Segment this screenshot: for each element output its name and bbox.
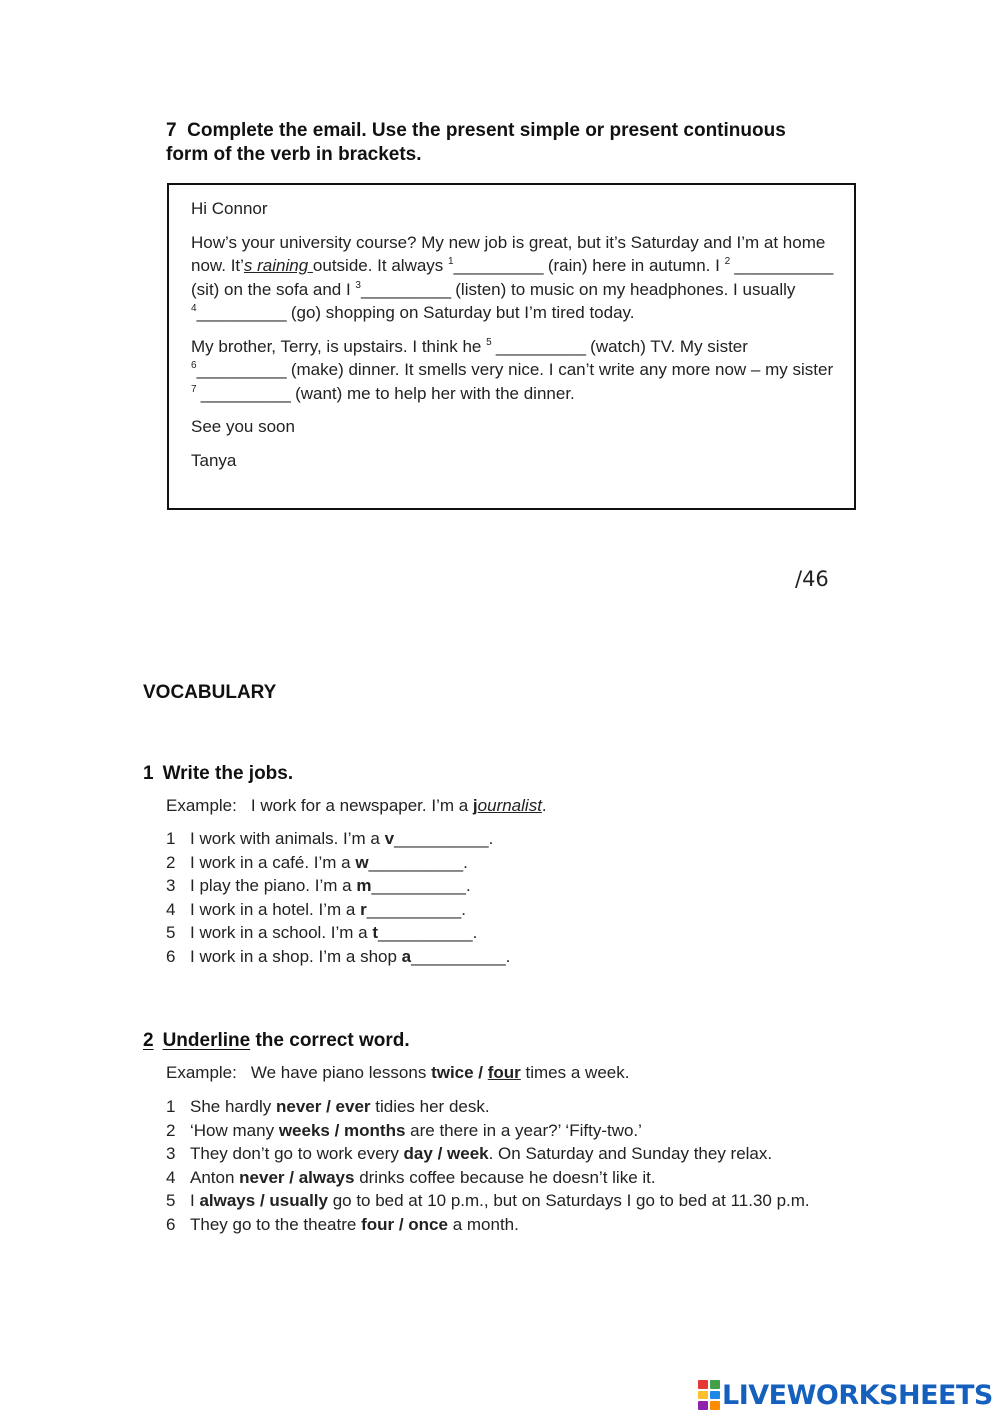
item-number: 4 (166, 899, 176, 919)
answer-blank[interactable]: __________ (394, 829, 489, 848)
item-text: ‘How many (190, 1120, 279, 1140)
item-number: 1 (166, 829, 176, 848)
email-paragraph-1: How’s your university course? My new job is great, but it’s Saturday and I’m at home now. It’s raining outside. It always $^1$__________ (rain) here in autumn. I $^2$ ___________ (sit) on the sofa and I $^3$__________ (listen) to music on my headphones. I usually $^4$__________ (go) shopping on Saturday but I’m tired today. (191, 232, 833, 322)
item-number: 1 (166, 1097, 176, 1116)
item-text: Anton (190, 1167, 240, 1187)
email-paragraph-2: My brother, Terry, is upstairs. I think he $^5$ __________ (watch) TV. My sister $^6$__________ (make) dinner. It smells very nice. I can’t write any more now – my sister $^7$ __________ (want) me to help her with the dinner. (191, 336, 834, 403)
word-options[interactable]: always / usually (199, 1191, 328, 1210)
logo-tile (698, 1380, 708, 1389)
instruction-line-2: form of the verb in brackets. (166, 144, 422, 165)
example-option-2: four (487, 1063, 521, 1082)
gap-number: 2 (724, 256, 731, 267)
exercise-number: 2 (143, 1030, 154, 1051)
exercise-title-underlined: Underline (162, 1030, 251, 1051)
email-box (167, 183, 856, 510)
logo-tile (698, 1401, 708, 1410)
exercise-7-instruction (166, 119, 846, 167)
instruction-line-1: Complete the email. Use the present simple or present continuous (187, 120, 786, 141)
item-end: drinks coffee because he doesn’t like it. (354, 1167, 656, 1187)
logo-tile (710, 1391, 720, 1400)
example-end: times a week. (520, 1063, 630, 1082)
list-item (166, 1189, 846, 1213)
example-answer: ournalist (477, 796, 542, 815)
word-options[interactable]: never / ever (276, 1097, 371, 1116)
logo-tile (698, 1391, 708, 1400)
list-item (166, 874, 846, 898)
item-end: go to bed at 10 p.m., but on Saturdays I go to bed at 11.30 p.m. (327, 1191, 810, 1210)
answer-blank[interactable]: __________ (196, 360, 287, 379)
first-letter: w (355, 852, 369, 872)
word-options[interactable]: never / always (239, 1167, 355, 1187)
item-number: 6 (166, 946, 176, 966)
item-text: They don’t go to work every (190, 1144, 404, 1163)
exercise-1-items (166, 827, 846, 968)
answer-blank[interactable]: __________ (196, 303, 287, 322)
list-item (166, 945, 846, 969)
word-options[interactable]: weeks / months (278, 1120, 406, 1140)
list-item (166, 1142, 846, 1166)
logo-text: LIVEWORKSHEETS (722, 1379, 993, 1411)
item-end: . (461, 899, 466, 919)
answer-blank[interactable]: __________ (371, 876, 466, 895)
gap-number: 6 (191, 360, 197, 371)
item-text: They go to the theatre (190, 1214, 362, 1234)
logo-tile (710, 1401, 720, 1410)
logo-tile (710, 1380, 720, 1389)
answer-blank[interactable]: __________ (411, 946, 506, 966)
list-item (166, 1166, 846, 1190)
gap-number: 1 (448, 256, 454, 267)
example-label: Example: (166, 796, 237, 815)
example-letter: j (472, 796, 478, 815)
answer-blank[interactable]: __________ (360, 279, 451, 299)
gap-number: 4 (191, 303, 197, 314)
list-item (166, 1119, 846, 1143)
word-options[interactable]: day / week (403, 1144, 489, 1163)
first-letter: r (360, 899, 367, 919)
item-text: I (190, 1191, 200, 1210)
item-text: I work in a school. I’m a (190, 923, 373, 942)
list-item (166, 851, 846, 875)
exercise-2-example (166, 1063, 629, 1083)
item-number: 2 (166, 1120, 176, 1140)
list-item (166, 1095, 846, 1119)
example-text: We have piano lessons (250, 1063, 432, 1082)
answer-blank[interactable]: ___________ (730, 256, 833, 275)
example-answer: s raining (243, 256, 313, 275)
first-letter: v (384, 829, 395, 848)
item-number: 3 (166, 1144, 176, 1163)
answer-blank[interactable]: __________ (366, 899, 462, 919)
exercise-number: 1 (143, 763, 154, 784)
answer-blank[interactable]: __________ (368, 852, 464, 872)
answer-blank[interactable]: __________ (378, 923, 473, 942)
item-number: 2 (166, 852, 176, 872)
item-end: . On Saturday and Sunday they relax. (488, 1144, 773, 1163)
answer-blank[interactable]: __________ (453, 256, 544, 275)
liveworksheets-logo[interactable] (698, 1375, 993, 1415)
logo-mark-icon (698, 1380, 720, 1410)
section-heading-vocabulary: VOCABULARY (143, 682, 277, 703)
item-end: tidies her desk. (370, 1097, 490, 1116)
exercise-2-title (143, 1030, 410, 1052)
item-text: I play the piano. I’m a (190, 876, 357, 895)
email-closing: See you soon (191, 417, 295, 436)
example-label: Example: (166, 1063, 237, 1082)
item-text: I work in a hotel. I’m a (190, 899, 361, 919)
score-total: /46 (795, 567, 829, 591)
item-text: I work in a shop. I’m a shop (190, 946, 402, 966)
item-number: 5 (166, 923, 176, 942)
answer-blank[interactable]: __________ (491, 336, 586, 356)
item-text: I work with animals. I’m a (190, 829, 385, 848)
exercise-title-text: Write the jobs. (162, 763, 294, 784)
list-item (166, 921, 846, 945)
item-end: are there in a year?’ ‘Fifty-two.’ (405, 1120, 642, 1140)
first-letter: m (356, 876, 372, 895)
email-signature: Tanya (191, 450, 237, 470)
item-end: . (463, 852, 468, 872)
first-letter: t (372, 923, 379, 942)
example-text: I work for a newspaper. I’m a (250, 796, 473, 815)
email-body (191, 197, 841, 482)
item-end: . (466, 876, 471, 895)
example-end: . (541, 796, 547, 815)
list-item (166, 898, 846, 922)
gap-number: 7 (191, 383, 197, 395)
exercise-title-rest: the correct word. (250, 1030, 410, 1051)
exercise-1-example (166, 796, 547, 816)
answer-blank[interactable]: __________ (196, 383, 291, 403)
item-number: 3 (166, 876, 176, 895)
item-text: She hardly (190, 1097, 276, 1116)
gap-number: 3 (355, 279, 361, 291)
item-end: a month. (447, 1214, 519, 1234)
example-option-1: twice / (431, 1063, 488, 1082)
list-item (166, 827, 846, 851)
item-number: 6 (166, 1214, 176, 1234)
item-number: 4 (166, 1167, 176, 1187)
word-options[interactable]: four / once (361, 1214, 448, 1234)
first-letter: a (401, 946, 412, 966)
list-item (166, 1213, 846, 1237)
email-greeting: Hi Connor (191, 199, 268, 218)
item-number: 5 (166, 1191, 176, 1210)
item-end: . (505, 946, 511, 966)
item-end: . (472, 923, 478, 942)
exercise-2-items (166, 1095, 846, 1236)
gap-number: 5 (486, 336, 492, 348)
item-text: I work in a café. I’m a (190, 852, 356, 872)
exercise-1-title (143, 763, 293, 785)
exercise-number: 7 (166, 120, 177, 141)
item-end: . (488, 829, 494, 848)
